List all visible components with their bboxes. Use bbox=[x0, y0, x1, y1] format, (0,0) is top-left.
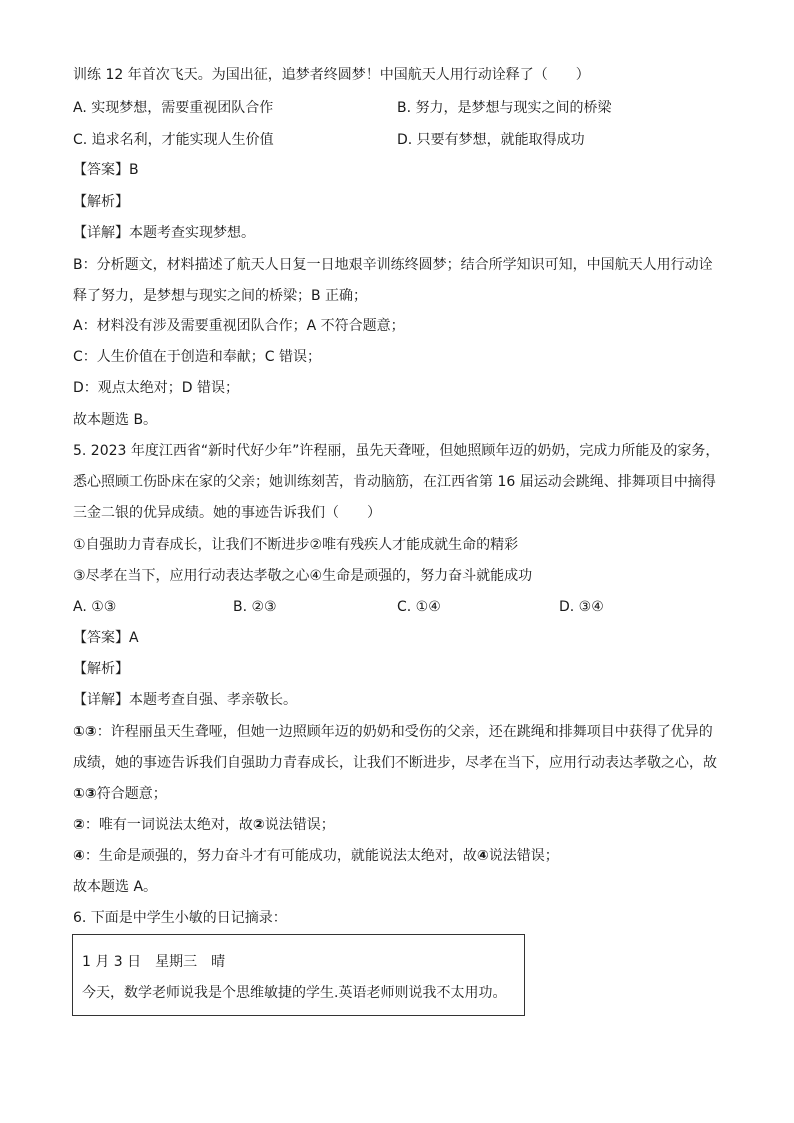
q5-option-a: A. ①③ bbox=[73, 599, 117, 615]
q4-option-a: A. 实现梦想，需要重视团队合作 bbox=[73, 100, 274, 116]
q5-explain-4-marker-b: ④ bbox=[476, 848, 489, 864]
q4-explain-d: D：观点太绝对；D 错误； bbox=[73, 380, 240, 396]
q5-stem-line3: 三金二银的优异成绩。她的事迹告诉我们（ ） bbox=[73, 505, 381, 521]
q6-stem: 6. 下面是中学生小敏的日记摘录： bbox=[73, 910, 287, 926]
q5-explain-2 bbox=[73, 815, 335, 835]
q4-option-c: C. 追求名利，才能实现人生价值 bbox=[73, 132, 274, 148]
q4-answer: 【答案】B bbox=[73, 162, 139, 178]
q4-detail: 【详解】本题考查实现梦想。 bbox=[73, 225, 255, 241]
q5-explain-13-marker: ①③ bbox=[73, 724, 97, 740]
q5-answer: 【答案】A bbox=[73, 630, 139, 646]
q5-explain-13-text1: ：许程丽虽天生聋哑，但她一边照顾年迈的奶奶和受伤的父亲，还在跳绳和排舞项目中获得了优异的 bbox=[96, 724, 713, 740]
q5-explain-13-text3: 符合题意； bbox=[96, 786, 167, 802]
diary-box bbox=[72, 934, 525, 1016]
diary-date: 1 月 3 日 星期三 晴 bbox=[82, 954, 226, 970]
q5-explain-2-text-b: 说法错误； bbox=[264, 817, 335, 833]
q5-explain-2-marker-b: ② bbox=[252, 817, 265, 833]
q5-explain-4-text-a: ：生命是顽强的，努力奋斗才有可能成功，就能说法太绝对，故 bbox=[84, 848, 477, 864]
q5-explain-4-text-b: 说法错误； bbox=[488, 848, 559, 864]
q5-stem-line2: 悉心照顾工伤卧床在家的父亲；她训练刻苦，肯动脑筋，在江西省第 16 届运动会跳绳、排舞项目中摘得 bbox=[73, 474, 716, 490]
q5-explain-13-line3 bbox=[73, 784, 167, 804]
q5-explain-13-line1 bbox=[73, 722, 713, 742]
q4-option-b: B. 努力，是梦想与现实之间的桥梁 bbox=[397, 100, 612, 116]
q4-option-d: D. 只要有梦想，就能取得成功 bbox=[397, 132, 585, 148]
q4-explain-c: C：人生价值在于创造和奉献；C 错误； bbox=[73, 349, 321, 365]
diary-text: 今天，数学老师说我是个思维敏捷的学生.英语老师则说我不太用功。 bbox=[82, 985, 507, 1001]
q4-explain-a: A：材料没有涉及需要重视团队合作；A 不符合题意； bbox=[73, 318, 405, 334]
q5-statements-34: ③尽孝在当下，应用行动表达孝敬之心④生命是顽强的，努力奋斗就能成功 bbox=[73, 568, 533, 584]
q5-stem-line1: 5. 2023 年度江西省“新时代好少年”许程丽，虽先天聋哑，但她照顾年迈的奶奶，完成力所能及的家务， bbox=[73, 443, 720, 459]
q4-conclusion: 故本题选 B。 bbox=[73, 412, 158, 428]
q5-explain-4 bbox=[73, 846, 559, 866]
q4-analysis-label: 【解析】 bbox=[73, 194, 129, 210]
q4-explain-b-line2: 释了努力，是梦想与现实之间的桥梁；B 正确； bbox=[73, 288, 368, 304]
q5-detail: 【详解】本题考查自强、孝亲敬长。 bbox=[73, 692, 297, 708]
q5-statements-12: ①自强助力青春成长，让我们不断进步②唯有残疾人才能成就生命的精彩 bbox=[73, 537, 519, 553]
q5-explain-13-marker2: ①③ bbox=[73, 786, 97, 802]
q5-explain-4-marker: ④ bbox=[73, 848, 85, 864]
q5-analysis-label: 【解析】 bbox=[73, 661, 129, 677]
q5-conclusion: 故本题选 A。 bbox=[73, 879, 158, 895]
q4-explain-b-line1: B：分析题文，材料描述了航天人日复一日地艰辛训练终圆梦；结合所学知识可知，中国航天人用行动诠 bbox=[73, 257, 713, 273]
q5-explain-13-line2: 成绩，她的事迹告诉我们自强助力青春成长，让我们不断进步，尽孝在当下，应用行动表达孝敬之心，故 bbox=[73, 755, 717, 771]
q5-explain-2-marker: ② bbox=[73, 817, 85, 833]
q5-option-c: C. ①④ bbox=[397, 599, 441, 615]
q5-option-b: B. ②③ bbox=[233, 599, 277, 615]
q5-explain-2-text-a: ：唯有一词说法太绝对，故 bbox=[84, 817, 253, 833]
q5-option-d: D. ③④ bbox=[559, 599, 604, 615]
q4-stem-tail: 训练 12 年首次飞天。为国出征，追梦者终圆梦！中国航天人用行动诠释了（ ） bbox=[73, 67, 590, 83]
